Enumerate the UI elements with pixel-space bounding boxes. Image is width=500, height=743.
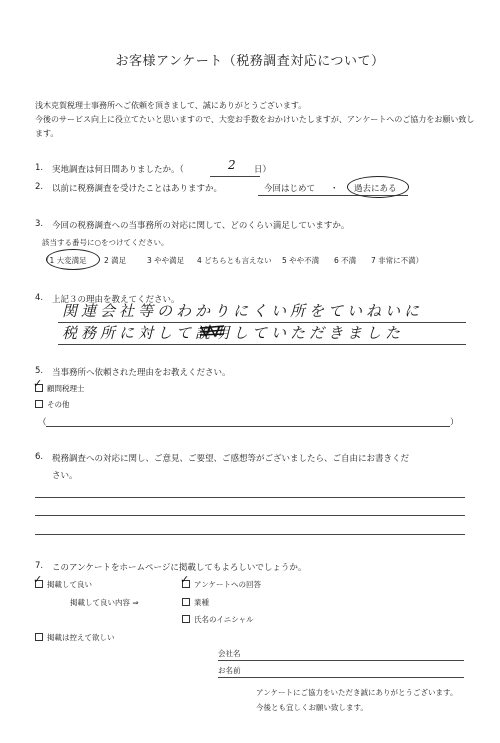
q7-content-label: 掲載して良い内容 ⇒ [70, 598, 139, 607]
q7-option-publish-no[interactable] [35, 632, 115, 643]
q2-number: 2. [35, 182, 44, 192]
q6-number: 6. [35, 452, 44, 462]
q4-handwritten-line-2[interactable]: 税務所に対して説明していただきました [62, 324, 405, 342]
q5-question: 当事務所へ依頼された理由をお教えください。 [52, 368, 231, 378]
q5-other-checkbox[interactable] [35, 400, 43, 408]
q7-initials-checkbox[interactable] [182, 615, 190, 623]
q5-other-paren-close: ） [450, 418, 459, 428]
intro-line-2: 今後のサービス向上に役立てたいと思いますので、大変お手数をおかけいたしますが、アンケートへのご協力をお願い致し [35, 115, 475, 124]
q7-option-publish-ok[interactable] [35, 579, 92, 590]
q3-number: 3. [35, 219, 44, 229]
q5-advisor-label: 顧問税理士 [47, 384, 85, 393]
q7-answers-check-mark: ✓ [180, 573, 190, 586]
q7-number: 7. [35, 561, 44, 571]
page-title: お客様アンケート（税務調査対応について） [115, 54, 385, 69]
q5-other-paren-open: （ [38, 418, 47, 428]
q6-answer-line-1[interactable] [35, 497, 465, 498]
q3-question: 今回の税務調査への当事務所の対応に関して、どのくらい満足していますか。 [52, 221, 350, 231]
q3-selection-circle [46, 249, 100, 270]
q7-option-initials[interactable] [182, 614, 254, 625]
q5-option-advisor[interactable] [35, 383, 85, 394]
q1-question: 実地調査は何日間ありましたか。（ [52, 165, 184, 175]
q7-industry-checkbox[interactable] [182, 598, 190, 606]
q7-publish-ok-check-mark: ✓ [33, 573, 43, 586]
customer-name-label: お名前 [218, 666, 241, 675]
q2-question: 以前に税務調査を受けたことはありますか。 [52, 184, 223, 194]
company-name-field[interactable] [218, 660, 464, 661]
q6-question: 税務調査への対応に関し、ご意見、ご要望、ご感想等がございましたら、ご自由にお書きくだ [52, 454, 410, 464]
q4-number: 4. [35, 293, 44, 303]
q6-answer-line-2[interactable] [35, 515, 465, 516]
intro-line-1: 浅木克賀税理士事務所へご依頼を頂きまして、誠にありがとうございます。 [35, 101, 307, 110]
q7-publish-no-label: 掲載は控えて欲しい [47, 633, 115, 642]
q3-scale-1[interactable]: （1 大変満足 [42, 256, 87, 265]
q5-other-field[interactable] [46, 426, 450, 427]
q7-industry-label: 業種 [194, 598, 209, 607]
q5-number: 5. [35, 366, 44, 376]
q3-scale-7[interactable]: 7 非常に不満） [371, 256, 424, 265]
intro-line-3: ます。 [35, 129, 59, 138]
q7-publish-ok-label: 掲載して良い [47, 580, 92, 589]
q1-number: 1. [35, 163, 44, 173]
q2-option-first-time[interactable]: 今回はじめて [264, 184, 316, 194]
q3-scale-2[interactable]: 2 満足 [104, 256, 127, 265]
q7-publish-no-checkbox[interactable] [35, 633, 43, 641]
q7-answers-label: アンケートへの回答 [194, 580, 262, 589]
q4-strikeout-scribble [198, 322, 226, 340]
q7-initials-label: 氏名のイニシャル [194, 615, 254, 624]
q6-question-cont: さい。 [52, 471, 78, 481]
q4-question: 上記３の理由を教えてください。 [52, 295, 180, 305]
q3-scale-6[interactable]: 6 不満 [334, 256, 357, 265]
q7-question: このアンケートをホームページに掲載してもよろしいでしょうか。 [52, 563, 307, 573]
company-name-label: 会社名 [218, 649, 241, 658]
q1-answer[interactable]: 2 [228, 158, 236, 172]
q2-separator: ・ [330, 184, 339, 194]
q7-option-industry[interactable] [182, 597, 209, 608]
q1-unit: 日） [254, 165, 272, 175]
q6-answer-line-3[interactable] [35, 534, 465, 535]
footer-thanks-2: 今後とも宜しくお願い致します。 [256, 703, 368, 712]
q2-option-past[interactable]: 過去にある [354, 184, 397, 194]
q7-option-answers[interactable] [182, 579, 261, 590]
q2-selection-circle [347, 176, 409, 198]
q5-other-label: その他 [47, 400, 70, 409]
q3-scale-5[interactable]: 5 やや不満 [282, 256, 320, 265]
q3-scale-4[interactable]: 4 どちらとも言えない [197, 256, 272, 265]
q5-option-other[interactable] [35, 399, 70, 410]
customer-name-field[interactable] [218, 677, 464, 678]
footer-thanks-1: アンケートにご協力をいただき誠にありがとうございます。 [256, 688, 458, 697]
q3-instruction: 該当する番号に○をつけてください。 [42, 238, 169, 247]
q3-scale-3[interactable]: 3 やや満足 [147, 256, 185, 265]
q4-handwritten-line-1[interactable]: 関連会社等のわかりにくい所をていねいに [62, 302, 424, 320]
q5-advisor-check-mark: ✓ [33, 377, 43, 390]
